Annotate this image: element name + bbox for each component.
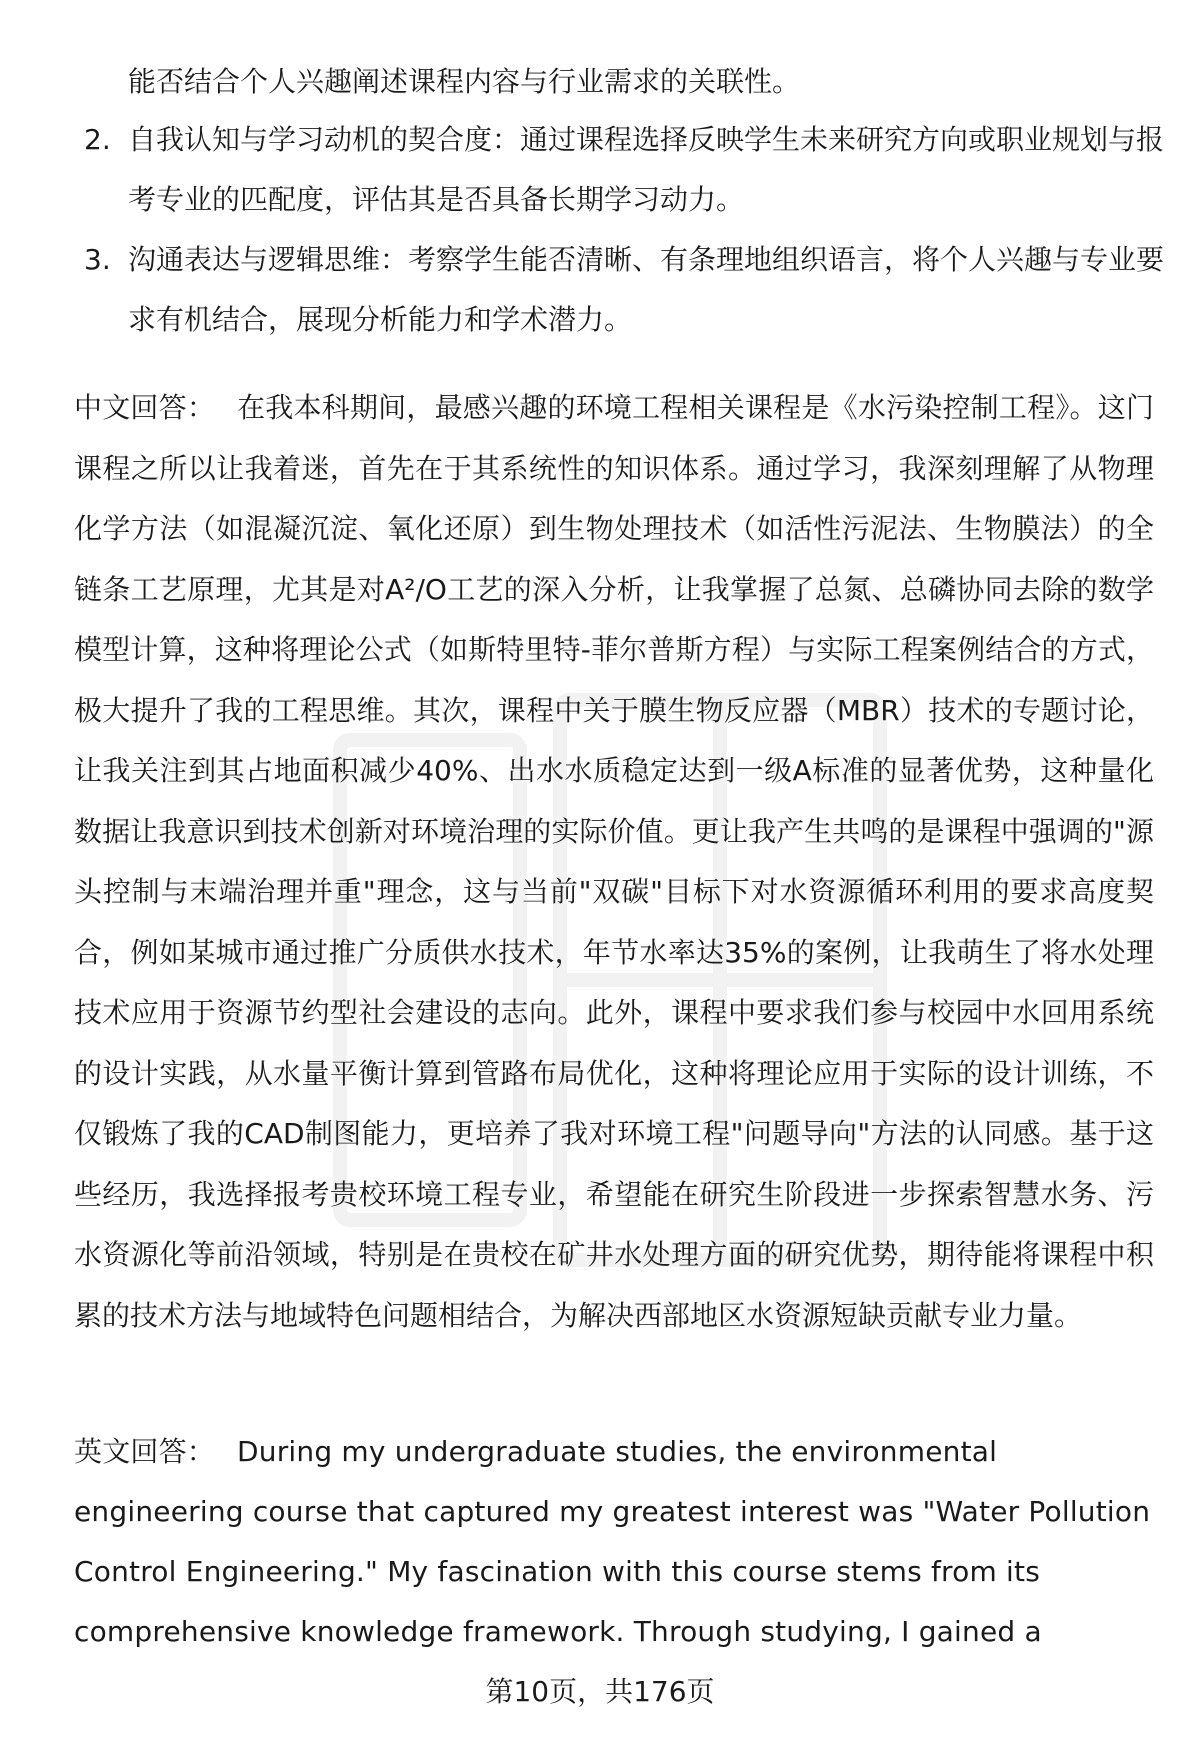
chinese-answer-paragraph [74, 378, 1154, 1346]
page-footer: 第10页，共176页 [485, 1675, 715, 1708]
chinese-answer-text: 在我本科期间，最感兴趣的环境工程相关课程是《水污染控制工程》。这门课程之所以让我着迷，首先在于其系统性的知识体系。通过学习，我深刻理解了从物理化学方法（如混凝沉淀、氧化还原）到生物处理技术（如活性污泥法、生物膜法）的全链条工艺原理，尤其是对A²/O工艺的深入分析，让我掌握了总氮、总磷协同去除的数学模型计算，这种将理论公式（如斯特里特-菲尔普斯方程）与实际工程案例结合的方式，极大提升了我的工程思维。其次，课程中关于膜生物反应器（MBR）技术的专题讨论，让我关注到其占地面积减少40%、出水水质稳定达到一级A标准的显著优势，这种量化数据让我意识到技术创新对环境治理的实际价值。更让我产生共鸣的是课程中强调的"源头控制与末端治理并重"理念，这与当前"双碳"目标下对水资源循环利用的要求高度契合，例如某城市通过推广分质供水技术，年节水率达35%的案例，让我萌生了将水处理技术应用于资源节约型社会建设的志向。此外，课程中要求我们参与校园中水回用系统的设计实践，从水量平衡计算到管路布局优化，这种将理论应用于实际的设计训练，不仅锻炼了我的CAD制图能力，更培养了我对环境工程"问题导向"方法的认同感。基于这些经历，我选择报考贵校环境工程专业，希望能在研究生阶段进一步探索智慧水务、污水资源化等前沿领域，特别是在贵校在矿井水处理方面的研究优势，期待能将课程中积累的技术方法与地域特色问题相结合，为解决西部地区水资源短缺贡献专业力量。 [74, 391, 1154, 1332]
criterion-text: 沟通表达与逻辑思维：考察学生能否清晰、有条理地组织语言，将个人兴趣与专业要求有机结合，展现分析能力和学术潜力。 [128, 243, 1165, 336]
criterion-number: 2. [84, 123, 111, 156]
chinese-answer-label: 中文回答： [74, 391, 216, 424]
criterion-text: 自我认知与学习动机的契合度：通过课程选择反映学生未来研究方向或职业规划与报考专业的匹配度，评估其是否具备长期学习动力。 [128, 123, 1165, 216]
criterion-item-3 [84, 230, 1164, 350]
criterion-1-continuation: 能否结合个人兴趣阐述课程内容与行业需求的关联性。 [128, 65, 801, 98]
english-answer-paragraph [74, 1422, 1154, 1662]
english-answer-text: During my undergraduate studies, the environmental engineering course that captured my greatest interest was "Water Pollution Control Engineering." My fascination with this course stems from its comprehensive knowledge framework. Through studying, I gained a [74, 1435, 1151, 1648]
criteria-list [84, 110, 1164, 350]
criterion-number: 3. [84, 243, 111, 276]
criterion-item-2 [84, 110, 1164, 230]
english-answer-label: 英文回答： [74, 1435, 216, 1468]
